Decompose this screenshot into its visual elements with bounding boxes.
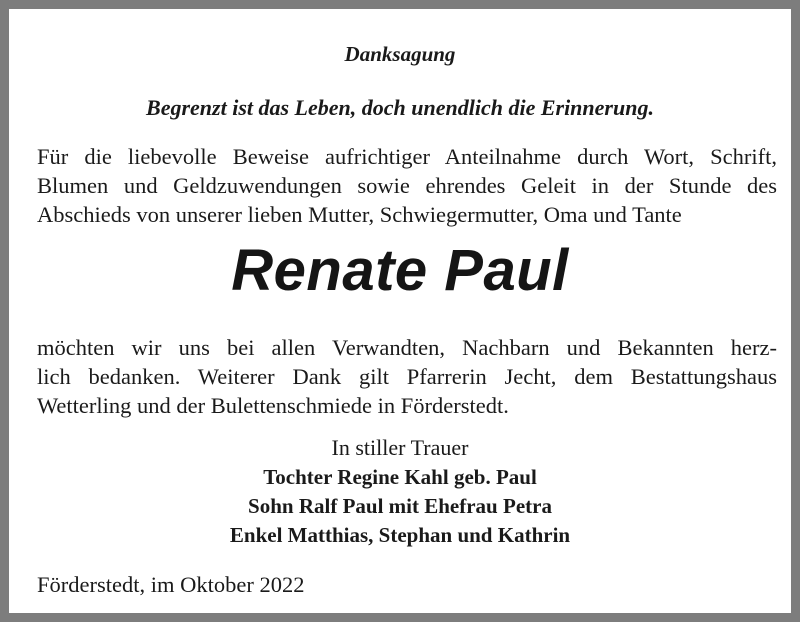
family-member-line: Enkel Matthias, Stephan und Kathrin — [229, 523, 571, 547]
intro-paragraph — [37, 142, 777, 229]
intro-line: Abschieds von unserer lieben Mutter, Schwiegermutter, Oma und Tante — [37, 202, 682, 227]
deceased-name: Renate Paul — [231, 238, 569, 303]
notice-heading: Danksagung — [344, 42, 456, 66]
family-member-line: Sohn Ralf Paul mit Ehefrau Petra — [248, 494, 552, 518]
thanks-line: möchten wir uns bei allen Verwandten, Nachbarn und Bekannten herz- — [37, 335, 777, 360]
mourning-intro: In stiller Trauer — [331, 435, 469, 460]
thanks-line: lich bedanken. Weiterer Dank gilt Pfarrerin Jecht, dem Bestattungshaus — [37, 364, 777, 389]
place-and-date: Förderstedt, im Oktober 2022 — [37, 572, 305, 597]
thanks-line: Wetterling und der Bulettenschmiede in Förderstedt. — [37, 393, 509, 418]
notice-motto: Begrenzt ist das Leben, doch unendlich die Erinnerung. — [146, 95, 654, 120]
family-member-line: Tochter Regine Kahl geb. Paul — [263, 465, 537, 489]
intro-line: Für die liebevolle Beweise aufrichtiger Anteilnahme durch Wort, Schrift, — [37, 144, 777, 169]
intro-line: Blumen und Geldzuwendungen sowie ehrendes Geleit in der Stunde des — [37, 173, 777, 198]
thanks-paragraph — [37, 333, 777, 420]
